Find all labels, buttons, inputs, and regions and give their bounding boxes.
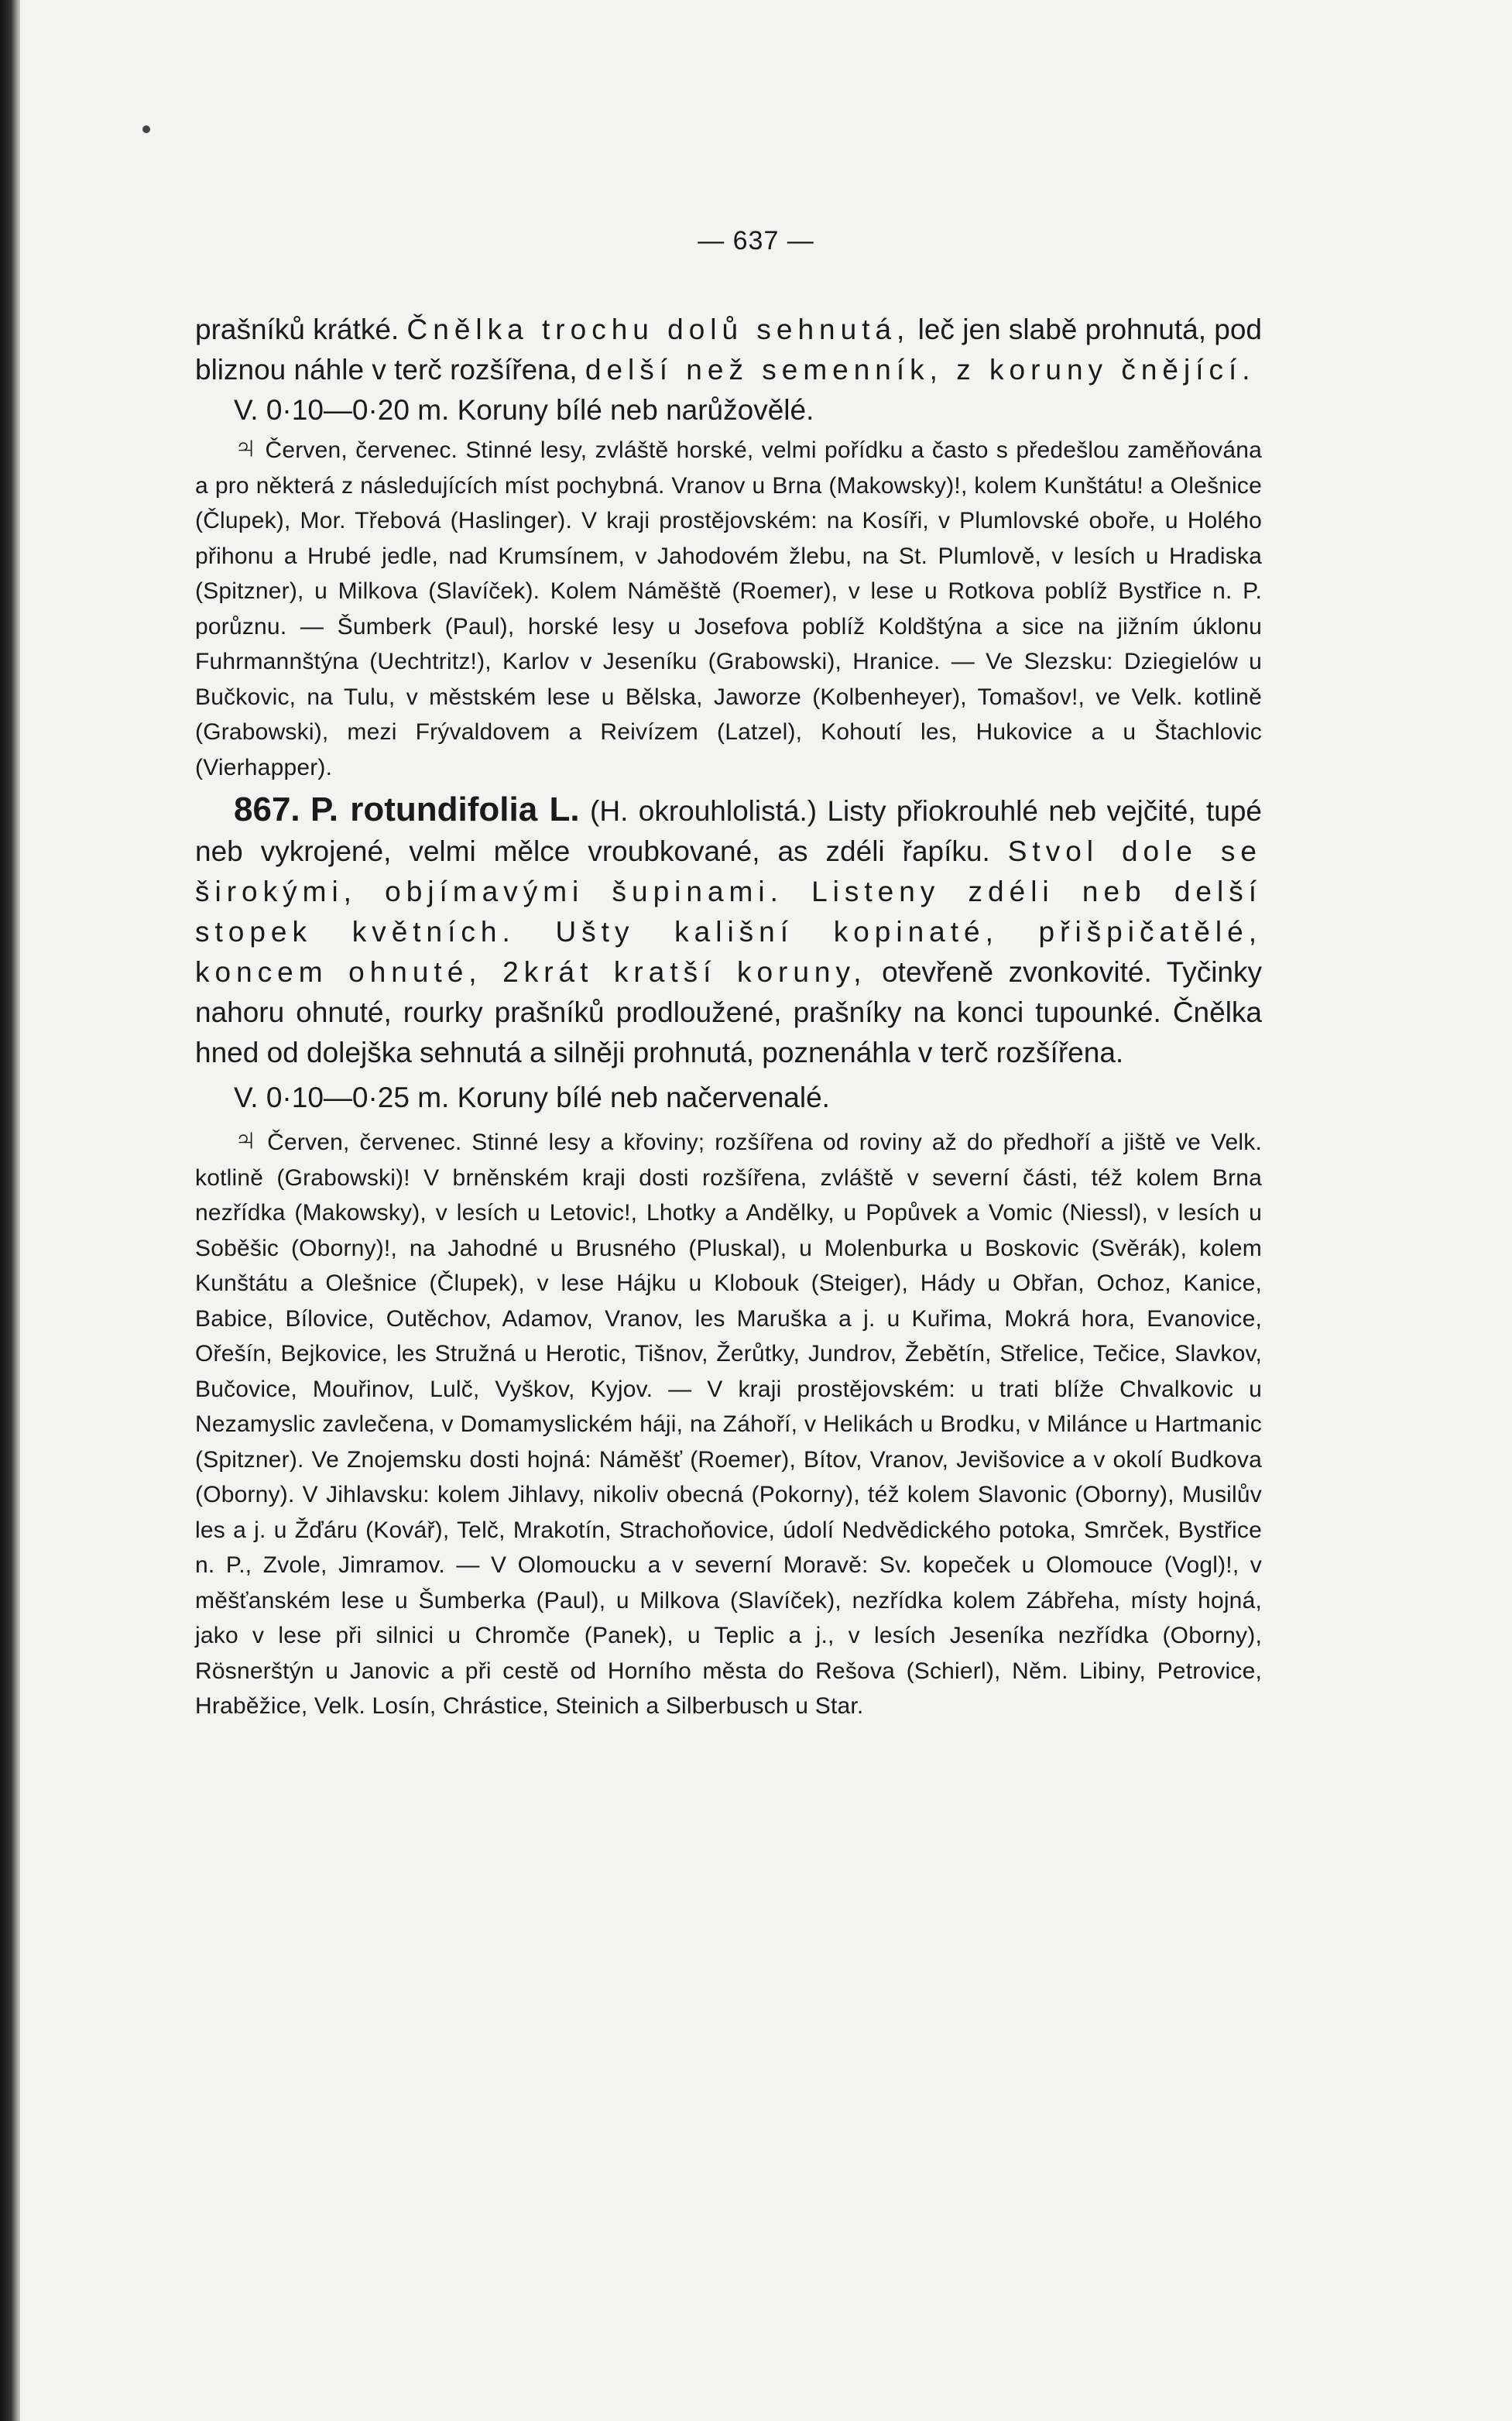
page-number: — 637 — — [698, 226, 814, 255]
species-text-2: otevřeně zvonkovité. Tyčinky nahoru ohnuté, rourky prašníků prodloužené, prašníky na konci tupounké. Čnělka hned od dolejška sehnutá a silněji prohnutá, poznenáhla v terč rozšířena. — [195, 956, 1262, 1068]
perennial-symbol-icon: ♃ — [234, 430, 258, 465]
desc-spaced-2: delší než semenník, z koruny čnějící. — [585, 354, 1256, 386]
species-number: 867. — [234, 790, 300, 828]
variety-line-2: V. 0·10—0·25 m. Koruny bílé neb načervenalé. — [234, 1082, 830, 1113]
distribution-text-1: Červen, červenec. Stinné lesy, zvláště horské, velmi pořídku a často s předešlou zaměňována a pro některá z následujících míst pochybná. Vranov u Brna (Makowsky)!, kolem Kunštátu! a Olešnice (Člupek), Mor. Třebová (Haslinger). V kraji prostějovském: na Kosíři, v Plumlovské oboře, u Holého přihonu a Hrubé jedle, nad Krumsínem, v Jahodovém žlebu, na St. Plumlově, v lesích u Hradiska (Spitzner), u Milkova (Slavíček). Kolem Náměště (Roemer), v lese u Rotkova poblíž Bystřice n. P. porůznu. — Šumberk (Paul), horské lesy u Josefova poblíž Koldštýna a sice na jižním úklonu Fuhrmannštýna (Uechtritz!), Karlov v Jeseníku (Grabowski), Hranice. — Ve Slezsku: Dziegielów u Bučkovic, na Tulu, v městském lese u Bělska, Jaworze (Kolbenheyer), Tomašov!, ve Velk. kotlině (Grabowski), mezi Frývaldovem a Reivízem (Latzel), Kohoutí les, Hukovice a u Štachlovic (Vierhapper). — [195, 437, 1262, 780]
description-continuation — [195, 310, 1262, 390]
species-entry-867 — [195, 790, 1262, 1073]
distribution-paragraph-1 — [195, 430, 1262, 785]
desc-text-1: prašníků krátké. — [195, 314, 407, 345]
desc-text-2: leč jen slabě prohnutá, pod bliznou náhle v terč rozšířena, — [195, 314, 1263, 386]
page-content — [195, 310, 1262, 1724]
species-spaced-text: Stvol dole se širokými, objímavými šupinami. Listeny zdéli neb delší stopek květních. Ušty kališní kopinaté, přišpičatělé, koncem ohnuté, 2krát kratší koruny, — [195, 835, 1262, 988]
perennial-symbol-icon: ♃ — [234, 1123, 258, 1157]
ink-speck — [142, 125, 150, 133]
page-binding-shadow — [0, 0, 20, 2421]
species-text-1: (H. okrouhlolistá.) Listy přiokrouhlé neb vejčité, tupé neb vykrojené, velmi mělce vroubkované, as zdéli řapíku. — [195, 795, 1263, 867]
distribution-text-2: Červen, červenec. Stinné lesy a křoviny; rozšířena od roviny až do předhoří a jiště ve Velk. kotlině (Grabowski)! V brněnském kraji dosti rozšířena, zvláště v severní části, též kolem Brna nezřídka (Makowsky), v lesích u Letovic!, Lhotky a Andělky, u Popůvek a Vomic (Niessl), v lesích u Soběšic (Oborny)!, na Jahodné u Brusného (Pluskal), u Molenburka u Boskovic (Svěrák), kolem Kunštátu a Olešnice (Člupek), v lese Hájku u Klobouk (Steiger), Hády u Obřan, Ochoz, Kanice, Babice, Bílovice, Outěchov, Adamov, Vranov, les Maruška a j. u Kuřima, Mokrá hora, Evanovice, Ořešín, Bejkovice, les Stružná u Herotic, Tišnov, Žerůtky, Jundrov, Žebětín, Střelice, Tečice, Slavkov, Bučovice, Mouřinov, Lulč, Vyškov, Kyjov. — V kraji prostějovském: u trati blíže Chvalkovic u Nezamyslic zavlečena, v Domamyslickém háji, na Záhoří, v Helikách u Brodku, v Milánce u Hartmanic (Spitzner). Ve Znojemsku dosti hojná: Náměšť (Roemer), Bítov, Vranov, Jevišovice a v okolí Budkova (Oborny). V Jihlavsku: kolem Jihlavy, nikoliv obecná (Pokorny), též kolem Slavonic (Oborny), Musilův les a j. u Žďáru (Kovář), Telč, Mrakotín, Strachoňovice, údolí Nedvědického potoka, Smrček, Bystřice n. P., Zvole, Jimramov. — V Olomoucku a v severní Moravě: Sv. kopeček u Olomouce (Vogl)!, v měšťanském lese u Šumberka (Paul), u Milkova (Slavíček), nezřídka kolem Zábřeha, místy hojná, jako v lese při silnici u Chromče (Panek), u Teplic a j., v lesích Jeseníka nezřídka (Oborny), Rösnerštýn u Janovic a při cestě od Horního města do Rešova (Schierl), Něm. Libiny, Petrovice, Hraběžice, Velk. Losín, Chrástice, Steinich a Silberbusch u Star. — [195, 1130, 1262, 1719]
desc-spaced-1: Čnělka trochu dolů sehnutá, — [406, 314, 910, 345]
distribution-paragraph-2 — [195, 1123, 1262, 1724]
species-name: P. rotundifolia L. — [310, 790, 580, 828]
variety-line-1: V. 0·10—0·20 m. Koruny bílé neb narůžovělé. — [234, 394, 814, 426]
